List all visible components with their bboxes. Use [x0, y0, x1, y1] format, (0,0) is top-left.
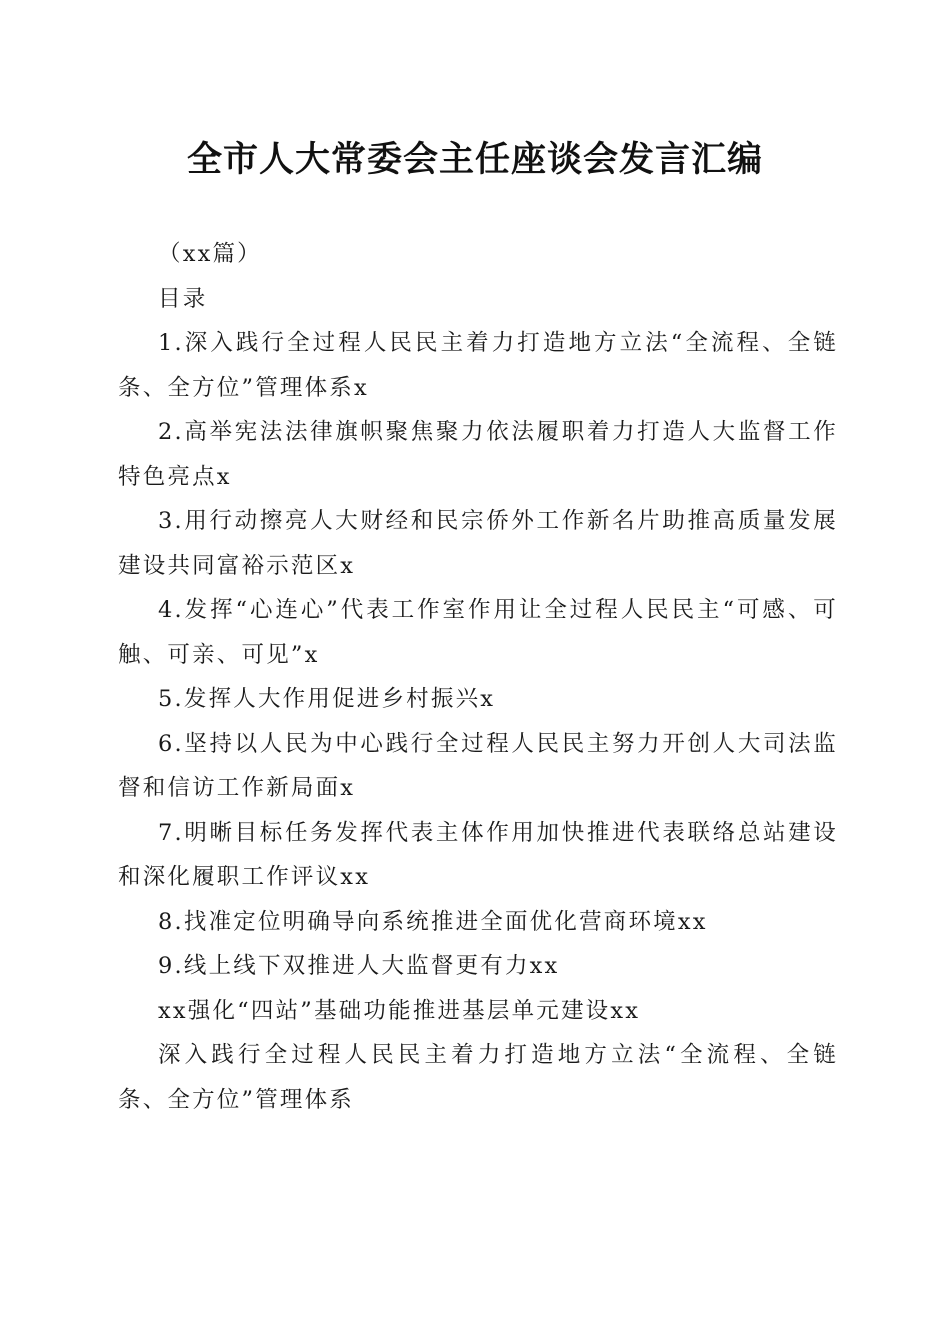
document-body [118, 232, 838, 1122]
toc-heading: 目录 [158, 285, 208, 312]
subtitle: （xx篇） [158, 241, 262, 267]
toc-item: xx强化“四站”基础功能推进基层单元建设xx [158, 997, 641, 1024]
toc-item: 7.明晰目标任务发挥代表主体作用加快推进代表联络总站建设和深化履职工作评议xx [118, 819, 838, 890]
toc-item: 3.用行动擦亮人大财经和民宗侨外工作新名片助推高质量发展建设共同富裕示范区x [118, 508, 838, 579]
toc-item: 6.坚持以人民为中心践行全过程人民民主努力开创人大司法监督和信访工作新局面x [118, 730, 838, 801]
toc-item: 5.发挥人大作用促进乡村振兴x [158, 686, 496, 712]
document-title: 全市人大常委会主任座谈会发言汇编 [186, 140, 763, 180]
toc-item: 8.找准定位明确导向系统推进全面优化营商环境xx [158, 908, 708, 935]
section-heading: 深入践行全过程人民民主着力打造地方立法“全流程、全链条、全方位”管理体系 [118, 1042, 838, 1113]
toc-item: 9.线上线下双推进人大监督更有力xx [158, 953, 560, 979]
toc-item: 2.高举宪法法律旗帜聚焦聚力依法履职着力打造人大监督工作特色亮点x [118, 419, 838, 490]
toc-item: 1.深入践行全过程人民民主着力打造地方立法“全流程、全链条、全方位”管理体系x [118, 330, 838, 401]
toc-item: 4.发挥“心连心”代表工作室作用让全过程人民民主“可感、可触、可亲、可见”x [118, 597, 838, 668]
